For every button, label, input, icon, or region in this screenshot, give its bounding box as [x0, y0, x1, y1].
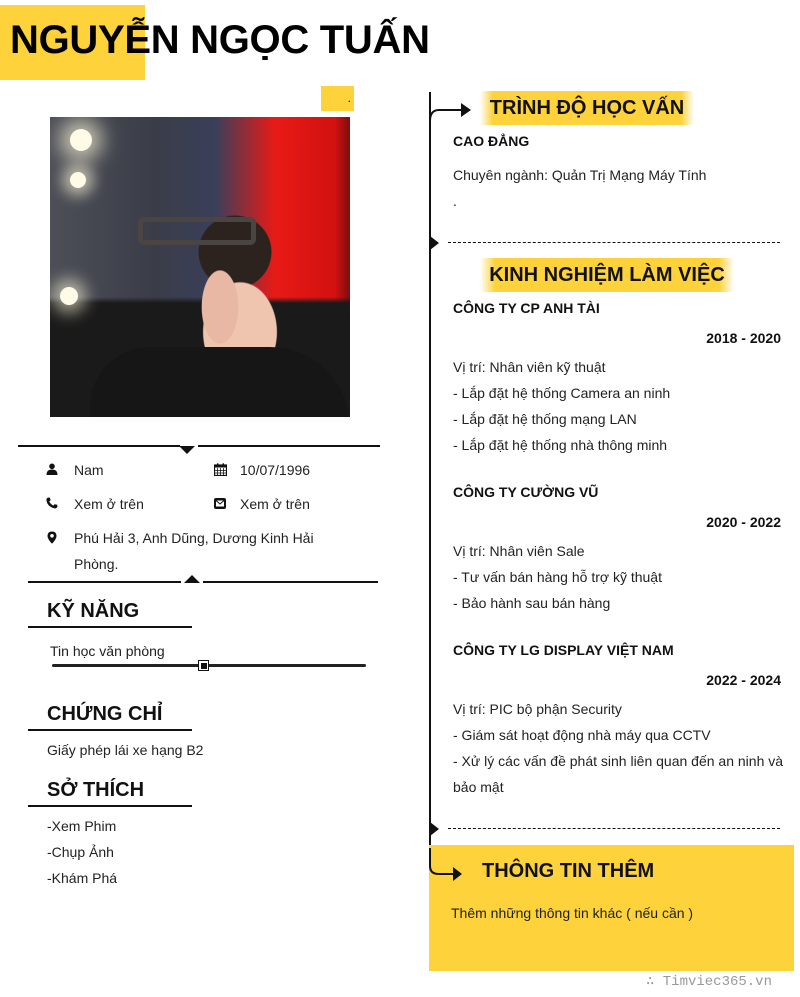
address-line-2: Phòng.	[74, 556, 119, 572]
watermark: ∴ Timviec365.vn	[645, 974, 772, 990]
divider-line	[28, 581, 181, 583]
triangle-down-icon	[179, 446, 195, 454]
heading-underline	[28, 626, 192, 628]
job-company: CÔNG TY CƯỜNG VŨ	[453, 484, 599, 500]
job-duty: - Tư vấn bán hàng hỗ trợ kỹ thuật	[453, 569, 662, 585]
hobby-item: -Xem Phim	[47, 818, 117, 834]
job-period: 2022 - 2024	[706, 672, 781, 688]
arrow-right-icon	[429, 100, 473, 122]
job-duty: - Xử lý các vấn đề phát sinh liên quan đến an ninh và	[453, 753, 784, 769]
certificates-heading: CHỨNG CHỈ	[47, 703, 163, 725]
photo-light	[60, 287, 78, 305]
dashed-divider	[448, 242, 780, 243]
education-degree: CAO ĐẲNG	[453, 133, 530, 149]
position-tag: .	[321, 86, 354, 111]
email-value: Xem ở trên	[240, 496, 310, 512]
job-duty: - Lắp đặt hệ thống Camera an ninh	[453, 385, 671, 401]
job-duty: - Lắp đặt hệ thống mạng LAN	[453, 411, 637, 427]
skill-level-track	[52, 664, 366, 667]
divider-line	[203, 581, 378, 583]
gender-value: Nam	[74, 462, 104, 478]
job-period: 2020 - 2022	[706, 514, 781, 530]
profile-photo	[50, 117, 350, 417]
extra-heading: THÔNG TIN THÊM	[482, 860, 655, 882]
heading-underline	[28, 805, 192, 807]
divider-line	[18, 445, 180, 447]
skill-level-knob[interactable]	[198, 660, 209, 671]
job-position: Vị trí: PIC bộ phận Security	[453, 701, 622, 717]
calendar-icon	[213, 462, 227, 476]
experience-heading-bg	[480, 258, 734, 292]
user-icon	[45, 462, 59, 476]
skill-label: Tin học văn phòng	[50, 643, 165, 659]
phone-value: Xem ở trên	[74, 496, 144, 512]
triangle-up-icon	[184, 575, 200, 583]
birthday-value: 10/07/1996	[240, 462, 311, 478]
map-marker-icon	[45, 530, 59, 544]
education-major: Chuyên ngành: Quản Trị Mạng Máy Tính	[453, 167, 707, 183]
envelope-icon	[213, 496, 227, 510]
hobbies-heading: SỞ THÍCH	[47, 779, 145, 801]
job-duty: - Bảo hành sau bán hàng	[453, 595, 611, 611]
triangle-right-icon	[430, 822, 439, 836]
job-duty: - Giám sát hoạt động nhà máy qua CCTV	[453, 727, 711, 743]
job-period: 2018 - 2020	[706, 330, 781, 346]
skills-heading: KỸ NĂNG	[47, 600, 140, 622]
triangle-right-icon	[430, 236, 439, 250]
photo-shirt	[90, 347, 350, 417]
job-position: Vị trí: Nhân viên Sale	[453, 543, 585, 559]
hobby-item: -Chụp Ảnh	[47, 844, 114, 860]
certificate-item: Giấy phép lái xe hạng B2	[47, 742, 204, 758]
divider-line	[198, 445, 380, 447]
job-duty: bảo mật	[453, 779, 504, 795]
job-company: CÔNG TY LG DISPLAY VIỆT NAM	[453, 642, 674, 658]
phone-icon	[45, 496, 59, 510]
hobby-item: -Khám Phá	[47, 870, 118, 886]
address-line-1: Phú Hải 3, Anh Dũng, Dương Kinh Hải	[74, 530, 314, 546]
experience-heading: KINH NGHIỆM LÀM VIỆC	[489, 263, 725, 286]
job-position: Vị trí: Nhân viên kỹ thuật	[453, 359, 606, 375]
education-heading: TRÌNH ĐỘ HỌC VẤN	[489, 96, 685, 119]
heading-underline	[28, 729, 192, 731]
timeline-line	[429, 92, 431, 857]
extra-text: Thêm những thông tin khác ( nếu cần )	[451, 905, 694, 921]
photo-light	[70, 172, 86, 188]
photo-glasses	[138, 217, 256, 245]
dashed-divider	[448, 828, 780, 829]
job-duty: - Lắp đặt hệ thống nhà thông minh	[453, 437, 668, 453]
candidate-name: NGUYỄN NGỌC TUẤN	[10, 18, 430, 62]
arrow-right-icon	[429, 848, 465, 884]
education-note: .	[453, 193, 457, 209]
job-company: CÔNG TY CP ANH TÀI	[453, 300, 600, 316]
education-heading-bg	[480, 91, 694, 125]
photo-light	[70, 129, 92, 151]
